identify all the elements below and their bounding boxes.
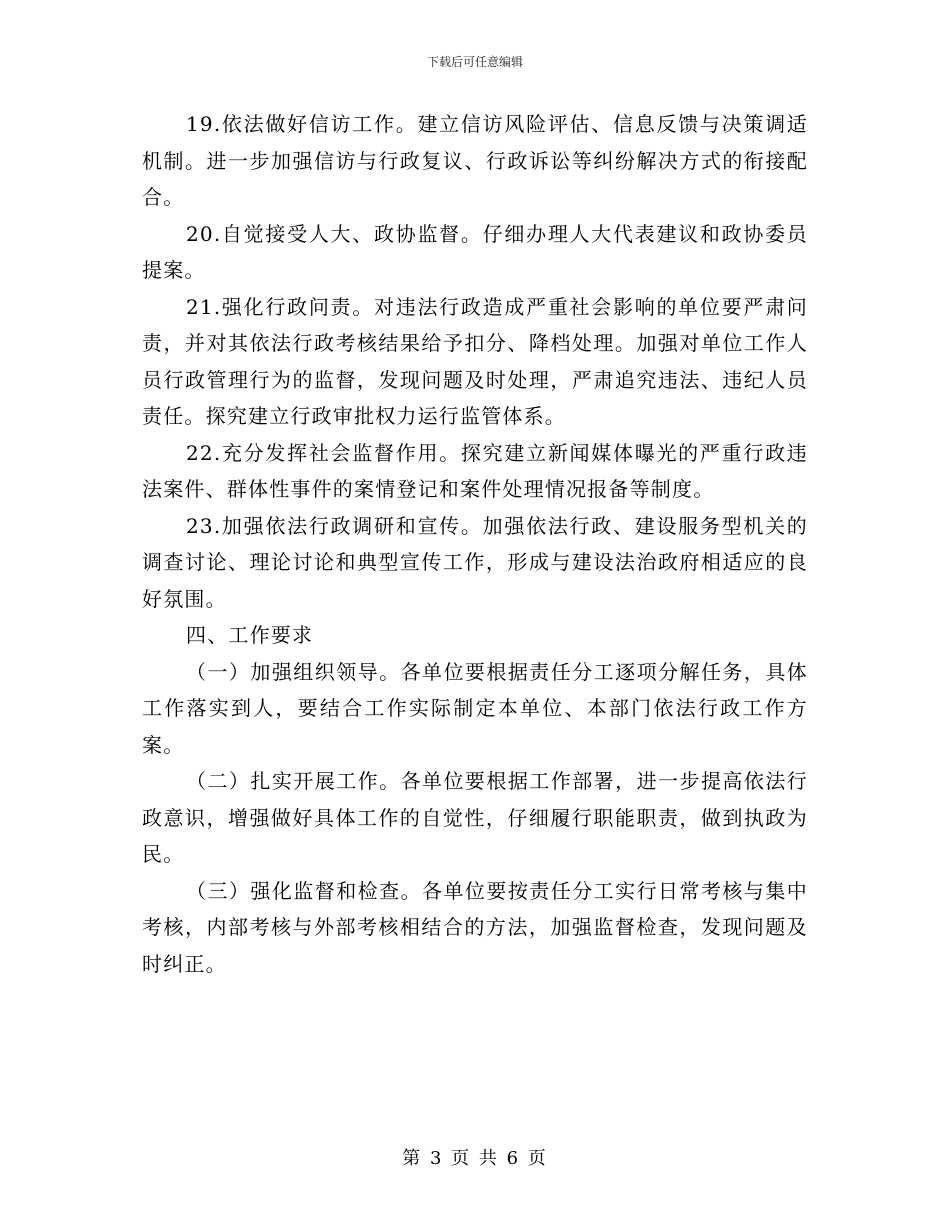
paragraph-item-20: 20.自觉接受人大、政协监督。仔细办理人大代表建议和政协委员提案。 bbox=[142, 221, 808, 282]
page-header-note: 下载后可任意编辑 bbox=[426, 55, 523, 69]
requirement-item-3: （三）强化监督和检查。各单位要按责任分工实行日常考核与集中考核，内部考核与外部考核相结合的方法，加强监督检查，发现问题及时纠正。 bbox=[142, 878, 808, 976]
section-heading-work-requirements: 四、工作要求 bbox=[186, 623, 314, 647]
paragraph-item-23: 23.加强依法行政调研和宣传。加强依法行政、建设服务型机关的调查讨论、理论讨论和典型宣传工作，形成与建设法治政府相适应的良好氛围。 bbox=[142, 513, 808, 611]
paragraph-item-19: 19.依法做好信访工作。建立信访风险评估、信息反馈与决策调适机制。进一步加强信访与行政复议、行政诉讼等纠纷解决方式的衔接配合。 bbox=[142, 112, 808, 209]
requirement-item-2: （二）扎实开展工作。各单位要根据工作部署，进一步提高依法行政意识，增强做好具体工作的自觉性，仔细履行职能职责，做到执政为民。 bbox=[142, 769, 808, 866]
page-number-footer: 第 3 页 共 6 页 bbox=[402, 1148, 548, 1169]
requirement-item-1: （一）加强组织领导。各单位要根据责任分工逐项分解任务，具体工作落实到人，要结合工作实际制定本单位、本部门依法行政工作方案。 bbox=[142, 659, 808, 757]
document-body bbox=[142, 106, 808, 982]
paragraph-item-22: 22.充分发挥社会监督作用。探究建立新闻媒体曝光的严重行政违法案件、群体性事件的案情登记和案件处理情况报备等制度。 bbox=[142, 440, 808, 501]
paragraph-item-21: 21.强化行政问责。对违法行政造成严重社会影响的单位要严肃问责，并对其依法行政考核结果给予扣分、降档处理。加强对单位工作人员行政管理行为的监督，发现问题及时处理，严肃追究违法、违纪人员责任。探究建立行政审批权力运行监管体系。 bbox=[142, 294, 808, 428]
